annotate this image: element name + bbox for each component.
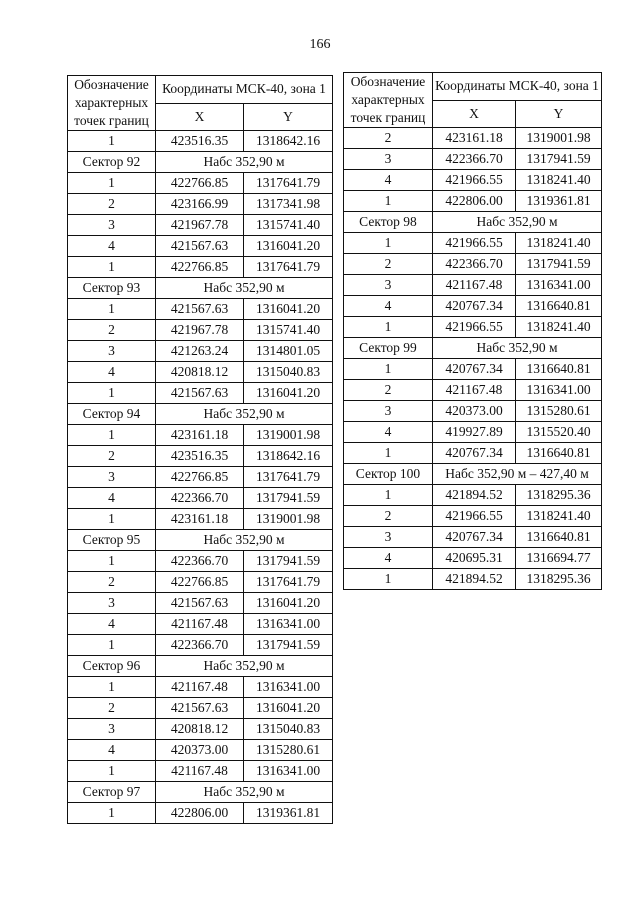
sector-height: Набс 352,90 м bbox=[433, 212, 602, 233]
point-name: 3 bbox=[68, 719, 156, 740]
y-coordinate: 1317641.79 bbox=[244, 572, 333, 593]
y-coordinate: 1319361.81 bbox=[516, 191, 602, 212]
point-name: 1 bbox=[68, 509, 156, 530]
y-coordinate: 1317941.59 bbox=[516, 149, 602, 170]
x-coordinate: 420818.12 bbox=[156, 362, 244, 383]
table-row bbox=[344, 527, 602, 548]
table-row bbox=[344, 149, 602, 170]
sector-height: Набс 352,90 м bbox=[156, 656, 333, 677]
y-coordinate: 1317941.59 bbox=[244, 488, 333, 509]
point-name: 4 bbox=[68, 614, 156, 635]
y-coordinate: 1319001.98 bbox=[244, 425, 333, 446]
y-coordinate: 1318241.40 bbox=[516, 233, 602, 254]
y-header: Y bbox=[516, 100, 602, 128]
table-row bbox=[344, 548, 602, 569]
y-coordinate: 1317941.59 bbox=[244, 635, 333, 656]
table-row bbox=[344, 296, 602, 317]
x-coordinate: 423516.35 bbox=[156, 131, 244, 152]
x-coordinate: 421167.48 bbox=[156, 677, 244, 698]
point-name: 3 bbox=[68, 593, 156, 614]
table-header-row bbox=[68, 76, 333, 104]
table-row bbox=[344, 170, 602, 191]
sector-height: Набс 352,90 м bbox=[433, 338, 602, 359]
y-coordinate: 1315520.40 bbox=[516, 422, 602, 443]
y-coordinate: 1317641.79 bbox=[244, 257, 333, 278]
x-coordinate: 421567.63 bbox=[156, 593, 244, 614]
point-name: 1 bbox=[68, 257, 156, 278]
point-name: 1 bbox=[68, 761, 156, 782]
header-line: Обозначение bbox=[74, 77, 149, 92]
point-name: 1 bbox=[344, 485, 433, 506]
x-coordinate: 420767.34 bbox=[433, 296, 516, 317]
y-coordinate: 1319361.81 bbox=[244, 803, 333, 824]
sector-name: Сектор 97 bbox=[68, 782, 156, 803]
y-coordinate: 1316640.81 bbox=[516, 443, 602, 464]
header-line: характерных bbox=[351, 92, 425, 107]
point-name: 2 bbox=[68, 698, 156, 719]
y-coordinate: 1315280.61 bbox=[516, 401, 602, 422]
table-row bbox=[68, 593, 333, 614]
y-coordinate: 1316041.20 bbox=[244, 383, 333, 404]
table-row bbox=[344, 380, 602, 401]
table-row bbox=[68, 341, 333, 362]
x-coordinate: 422806.00 bbox=[433, 191, 516, 212]
point-name: 1 bbox=[344, 569, 433, 590]
sector-name: Сектор 94 bbox=[68, 404, 156, 425]
table-row bbox=[344, 275, 602, 296]
y-coordinate: 1316341.00 bbox=[516, 275, 602, 296]
sector-row bbox=[344, 338, 602, 359]
point-name: 3 bbox=[68, 215, 156, 236]
table-row bbox=[68, 236, 333, 257]
y-coordinate: 1316341.00 bbox=[516, 380, 602, 401]
table-row bbox=[344, 191, 602, 212]
x-coordinate: 421167.48 bbox=[433, 275, 516, 296]
x-coordinate: 423166.99 bbox=[156, 194, 244, 215]
sector-name: Сектор 95 bbox=[68, 530, 156, 551]
sector-name: Сектор 99 bbox=[344, 338, 433, 359]
x-coordinate: 422366.70 bbox=[433, 254, 516, 275]
table-header-row bbox=[344, 73, 602, 101]
y-header: Y bbox=[244, 103, 333, 131]
y-coordinate: 1317941.59 bbox=[516, 254, 602, 275]
x-coordinate: 423516.35 bbox=[156, 446, 244, 467]
sector-name: Сектор 98 bbox=[344, 212, 433, 233]
x-coordinate: 421567.63 bbox=[156, 383, 244, 404]
point-name: 3 bbox=[68, 341, 156, 362]
point-name: 2 bbox=[344, 506, 433, 527]
point-name: 1 bbox=[68, 425, 156, 446]
x-coordinate: 422366.70 bbox=[156, 635, 244, 656]
point-name-header bbox=[344, 73, 433, 128]
point-name: 2 bbox=[68, 446, 156, 467]
table-row bbox=[344, 569, 602, 590]
y-coordinate: 1314801.05 bbox=[244, 341, 333, 362]
y-coordinate: 1316341.00 bbox=[244, 677, 333, 698]
point-name: 4 bbox=[344, 296, 433, 317]
table-row bbox=[68, 257, 333, 278]
point-name: 2 bbox=[344, 254, 433, 275]
table-row bbox=[68, 761, 333, 782]
y-coordinate: 1317641.79 bbox=[244, 173, 333, 194]
point-name: 1 bbox=[344, 191, 433, 212]
y-coordinate: 1318241.40 bbox=[516, 317, 602, 338]
table-row bbox=[68, 299, 333, 320]
y-coordinate: 1318642.16 bbox=[244, 446, 333, 467]
x-coordinate: 420767.34 bbox=[433, 359, 516, 380]
table-row bbox=[68, 173, 333, 194]
y-coordinate: 1315280.61 bbox=[244, 740, 333, 761]
y-coordinate: 1318295.36 bbox=[516, 569, 602, 590]
table-row bbox=[344, 506, 602, 527]
sector-row bbox=[68, 278, 333, 299]
x-coordinate: 422766.85 bbox=[156, 257, 244, 278]
sector-row bbox=[68, 656, 333, 677]
y-coordinate: 1317641.79 bbox=[244, 467, 333, 488]
x-coordinate: 421967.78 bbox=[156, 215, 244, 236]
point-name: 2 bbox=[344, 380, 433, 401]
page-number: 166 bbox=[309, 37, 331, 52]
table-row bbox=[344, 485, 602, 506]
table-row bbox=[68, 362, 333, 383]
point-name: 3 bbox=[344, 527, 433, 548]
table-row bbox=[68, 320, 333, 341]
point-name: 4 bbox=[68, 740, 156, 761]
x-coordinate: 420818.12 bbox=[156, 719, 244, 740]
x-coordinate: 422766.85 bbox=[156, 467, 244, 488]
coordinates-header: Координаты МСК-40, зона 1 bbox=[156, 76, 333, 104]
table-row bbox=[68, 740, 333, 761]
point-name: 1 bbox=[68, 551, 156, 572]
table-row bbox=[344, 233, 602, 254]
point-name: 1 bbox=[344, 317, 433, 338]
point-name: 1 bbox=[344, 233, 433, 254]
y-coordinate: 1316041.20 bbox=[244, 698, 333, 719]
point-name: 1 bbox=[68, 131, 156, 152]
sector-name: Сектор 96 bbox=[68, 656, 156, 677]
table-row bbox=[344, 443, 602, 464]
sector-row bbox=[68, 530, 333, 551]
x-coordinate: 422766.85 bbox=[156, 173, 244, 194]
x-coordinate: 423161.18 bbox=[156, 425, 244, 446]
sector-row bbox=[68, 782, 333, 803]
y-coordinate: 1316341.00 bbox=[244, 614, 333, 635]
table-row bbox=[68, 446, 333, 467]
point-name: 4 bbox=[68, 362, 156, 383]
table-row bbox=[68, 467, 333, 488]
sector-height: Набс 352,90 м bbox=[156, 404, 333, 425]
y-coordinate: 1319001.98 bbox=[516, 128, 602, 149]
point-name: 1 bbox=[68, 173, 156, 194]
header-line: характерных bbox=[74, 95, 149, 110]
sector-name: Сектор 100 bbox=[344, 464, 433, 485]
point-name: 2 bbox=[68, 320, 156, 341]
point-name: 3 bbox=[344, 149, 433, 170]
table-row bbox=[68, 509, 333, 530]
table-row bbox=[344, 254, 602, 275]
sector-height: Набс 352,90 м – 427,40 м bbox=[433, 464, 602, 485]
table-row bbox=[68, 215, 333, 236]
x-coordinate: 421966.55 bbox=[433, 170, 516, 191]
x-coordinate: 421263.24 bbox=[156, 341, 244, 362]
y-coordinate: 1315040.83 bbox=[244, 719, 333, 740]
x-coordinate: 420695.31 bbox=[433, 548, 516, 569]
point-name: 3 bbox=[344, 275, 433, 296]
x-coordinate: 422366.70 bbox=[156, 551, 244, 572]
x-coordinate: 420767.34 bbox=[433, 527, 516, 548]
point-name: 1 bbox=[68, 299, 156, 320]
point-name: 4 bbox=[68, 236, 156, 257]
header-line: Обозначение bbox=[350, 74, 426, 89]
sector-height: Набс 352,90 м bbox=[156, 152, 333, 173]
point-name: 2 bbox=[68, 572, 156, 593]
x-coordinate: 422366.70 bbox=[156, 488, 244, 509]
x-coordinate: 421167.48 bbox=[433, 380, 516, 401]
x-coordinate: 423161.18 bbox=[433, 128, 516, 149]
y-coordinate: 1317941.59 bbox=[244, 551, 333, 572]
sector-height: Набс 352,90 м bbox=[156, 530, 333, 551]
sector-row bbox=[344, 212, 602, 233]
y-coordinate: 1318642.16 bbox=[244, 131, 333, 152]
x-header: X bbox=[433, 100, 516, 128]
sector-height: Набс 352,90 м bbox=[156, 782, 333, 803]
table-row bbox=[68, 425, 333, 446]
y-coordinate: 1316640.81 bbox=[516, 527, 602, 548]
table-row bbox=[344, 317, 602, 338]
x-coordinate: 421894.52 bbox=[433, 485, 516, 506]
sector-row bbox=[344, 464, 602, 485]
x-coordinate: 423161.18 bbox=[156, 509, 244, 530]
table-row bbox=[68, 551, 333, 572]
sector-row bbox=[68, 152, 333, 173]
point-name: 3 bbox=[68, 467, 156, 488]
table-row bbox=[68, 614, 333, 635]
table-row bbox=[68, 383, 333, 404]
x-coordinate: 419927.89 bbox=[433, 422, 516, 443]
point-name: 4 bbox=[344, 548, 433, 569]
y-coordinate: 1317341.98 bbox=[244, 194, 333, 215]
y-coordinate: 1318295.36 bbox=[516, 485, 602, 506]
point-name: 1 bbox=[344, 443, 433, 464]
x-coordinate: 420767.34 bbox=[433, 443, 516, 464]
sector-name: Сектор 93 bbox=[68, 278, 156, 299]
table-row bbox=[68, 131, 333, 152]
y-coordinate: 1316341.00 bbox=[244, 761, 333, 782]
x-coordinate: 420373.00 bbox=[156, 740, 244, 761]
point-name: 1 bbox=[344, 359, 433, 380]
table-row bbox=[68, 719, 333, 740]
x-coordinate: 422766.85 bbox=[156, 572, 244, 593]
x-coordinate: 421967.78 bbox=[156, 320, 244, 341]
point-name: 3 bbox=[344, 401, 433, 422]
x-coordinate: 421167.48 bbox=[156, 761, 244, 782]
table-row bbox=[68, 803, 333, 824]
x-coordinate: 421966.55 bbox=[433, 317, 516, 338]
coordinates-table-right bbox=[343, 72, 602, 590]
y-coordinate: 1315741.40 bbox=[244, 320, 333, 341]
y-coordinate: 1318241.40 bbox=[516, 170, 602, 191]
table-row bbox=[68, 194, 333, 215]
point-name: 4 bbox=[68, 488, 156, 509]
point-name-header bbox=[68, 76, 156, 131]
table-row bbox=[68, 677, 333, 698]
table-row bbox=[68, 488, 333, 509]
header-line: точек границ bbox=[350, 110, 426, 125]
x-coordinate: 421894.52 bbox=[433, 569, 516, 590]
point-name: 1 bbox=[68, 383, 156, 404]
x-coordinate: 421167.48 bbox=[156, 614, 244, 635]
table-row bbox=[68, 698, 333, 719]
table-row bbox=[344, 422, 602, 443]
point-name: 4 bbox=[344, 170, 433, 191]
point-name: 2 bbox=[68, 194, 156, 215]
table-row bbox=[344, 359, 602, 380]
header-line: точек границ bbox=[74, 113, 149, 128]
y-coordinate: 1316640.81 bbox=[516, 359, 602, 380]
coordinates-header: Координаты МСК-40, зона 1 bbox=[433, 73, 602, 101]
table-row bbox=[344, 128, 602, 149]
y-coordinate: 1318241.40 bbox=[516, 506, 602, 527]
x-coordinate: 422806.00 bbox=[156, 803, 244, 824]
y-coordinate: 1315040.83 bbox=[244, 362, 333, 383]
table-row bbox=[68, 572, 333, 593]
table-row bbox=[68, 635, 333, 656]
y-coordinate: 1316041.20 bbox=[244, 236, 333, 257]
point-name: 1 bbox=[68, 803, 156, 824]
x-coordinate: 421567.63 bbox=[156, 299, 244, 320]
y-coordinate: 1319001.98 bbox=[244, 509, 333, 530]
x-coordinate: 421567.63 bbox=[156, 236, 244, 257]
y-coordinate: 1316041.20 bbox=[244, 299, 333, 320]
table-row bbox=[344, 401, 602, 422]
y-coordinate: 1316640.81 bbox=[516, 296, 602, 317]
point-name: 2 bbox=[344, 128, 433, 149]
sector-row bbox=[68, 404, 333, 425]
x-header: X bbox=[156, 103, 244, 131]
x-coordinate: 421966.55 bbox=[433, 233, 516, 254]
coordinates-table-left bbox=[67, 75, 333, 824]
y-coordinate: 1315741.40 bbox=[244, 215, 333, 236]
x-coordinate: 420373.00 bbox=[433, 401, 516, 422]
sector-height: Набс 352,90 м bbox=[156, 278, 333, 299]
y-coordinate: 1316694.77 bbox=[516, 548, 602, 569]
x-coordinate: 421966.55 bbox=[433, 506, 516, 527]
sector-name: Сектор 92 bbox=[68, 152, 156, 173]
point-name: 1 bbox=[68, 635, 156, 656]
x-coordinate: 421567.63 bbox=[156, 698, 244, 719]
x-coordinate: 422366.70 bbox=[433, 149, 516, 170]
y-coordinate: 1316041.20 bbox=[244, 593, 333, 614]
point-name: 4 bbox=[344, 422, 433, 443]
point-name: 1 bbox=[68, 677, 156, 698]
